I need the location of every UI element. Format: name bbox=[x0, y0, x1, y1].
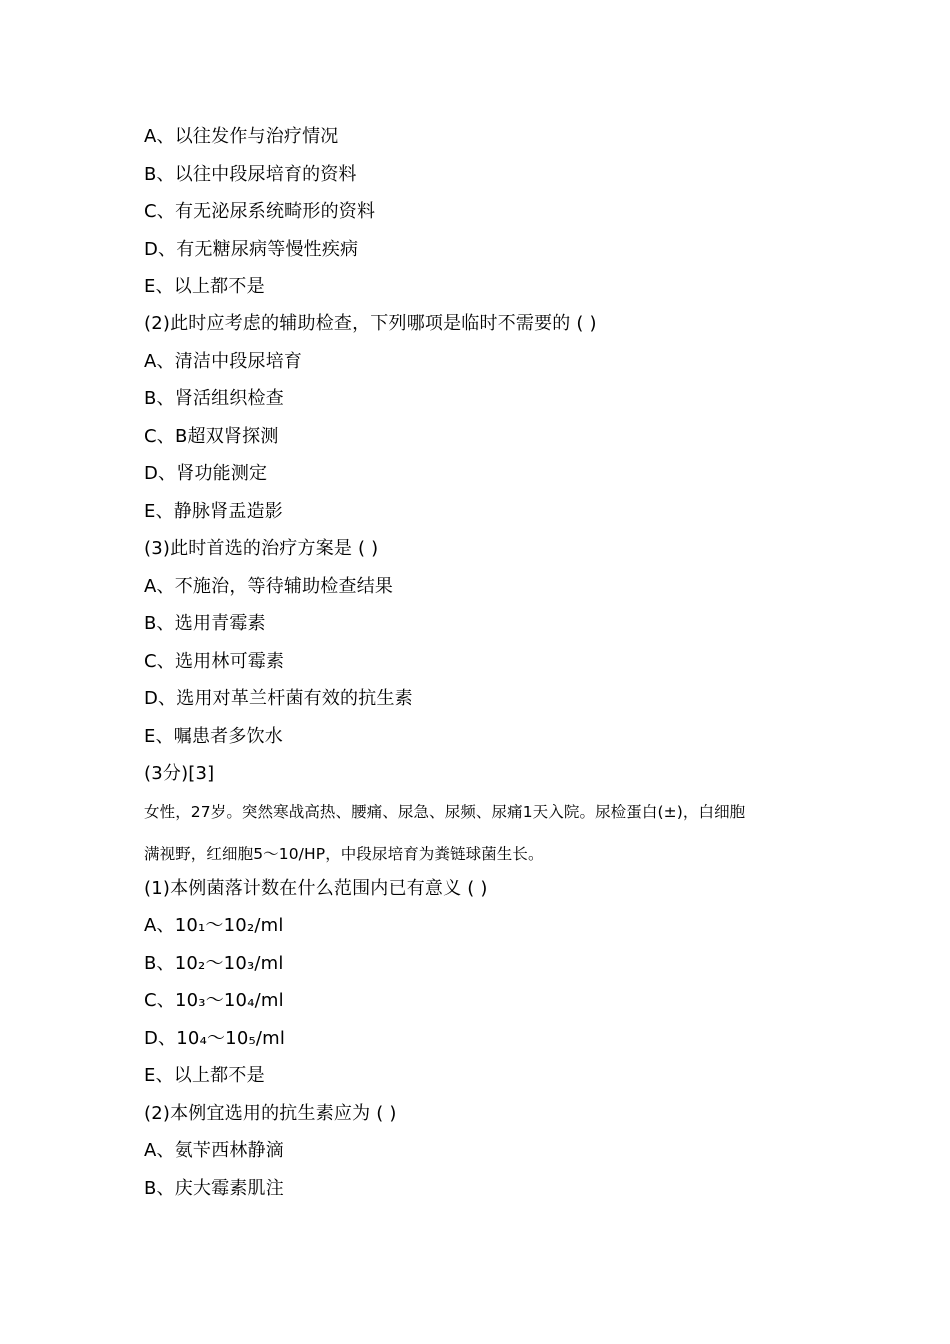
option-d-text: D、10₄～10₅/ml bbox=[144, 1028, 286, 1049]
option-b-text: B、选用青霉素 bbox=[144, 613, 266, 634]
option-a-text: A、以往发作与治疗情况 bbox=[144, 126, 339, 147]
option-b-text: B、庆大霉素肌注 bbox=[144, 1178, 284, 1199]
option-e-text: E、嘱患者多饮水 bbox=[144, 726, 283, 747]
option-e-text: E、以上都不是 bbox=[144, 276, 265, 297]
option-d-text: D、选用对革兰杆菌有效的抗生素 bbox=[144, 688, 413, 709]
option-c-text: C、选用林可霉素 bbox=[144, 651, 285, 672]
question-text: (2)本例宜选用的抗生素应为 ( ) bbox=[144, 1103, 397, 1124]
case-description: 女性，27岁。突然寒战高热、腰痛、尿急、尿频、尿痛1天入院。尿检蛋白(±)，白细胞 bbox=[144, 803, 746, 821]
option-b-text: B、以往中段尿培育的资料 bbox=[144, 164, 357, 185]
question-text: (3)此时首选的治疗方案是 ( ) bbox=[144, 538, 379, 559]
option-a-text: A、不施治，等待辅助检查结果 bbox=[144, 576, 394, 597]
option-c-text: C、10₃～10₄/ml bbox=[144, 990, 284, 1011]
question-text: (2)此时应考虑的辅助检查，下列哪项是临时不需要的 ( ) bbox=[144, 313, 597, 334]
option-a-text: A、氨苄西林静滴 bbox=[144, 1140, 284, 1161]
option-c-text: C、B超双肾探测 bbox=[144, 426, 279, 447]
option-e-text: E、以上都不是 bbox=[144, 1065, 265, 1086]
option-b-text: B、肾活组织检查 bbox=[144, 388, 284, 409]
question-text: (1)本例菌落计数在什么范围内已有意义 ( ) bbox=[144, 878, 488, 899]
case-description: 满视野，红细胞5～10/HP，中段尿培育为粪链球菌生长。 bbox=[144, 845, 544, 863]
section-heading: (3分)[3] bbox=[144, 763, 215, 784]
option-d-text: D、肾功能测定 bbox=[144, 463, 268, 484]
option-c-text: C、有无泌尿系统畸形的资料 bbox=[144, 201, 376, 222]
option-a-text: A、清洁中段尿培育 bbox=[144, 351, 303, 372]
option-d-text: D、有无糖尿病等慢性疾病 bbox=[144, 239, 359, 260]
option-b-text: B、10₂～10₃/ml bbox=[144, 953, 284, 974]
option-e-text: E、静脉肾盂造影 bbox=[144, 501, 283, 522]
option-a-text: A、10₁～10₂/ml bbox=[144, 915, 284, 936]
